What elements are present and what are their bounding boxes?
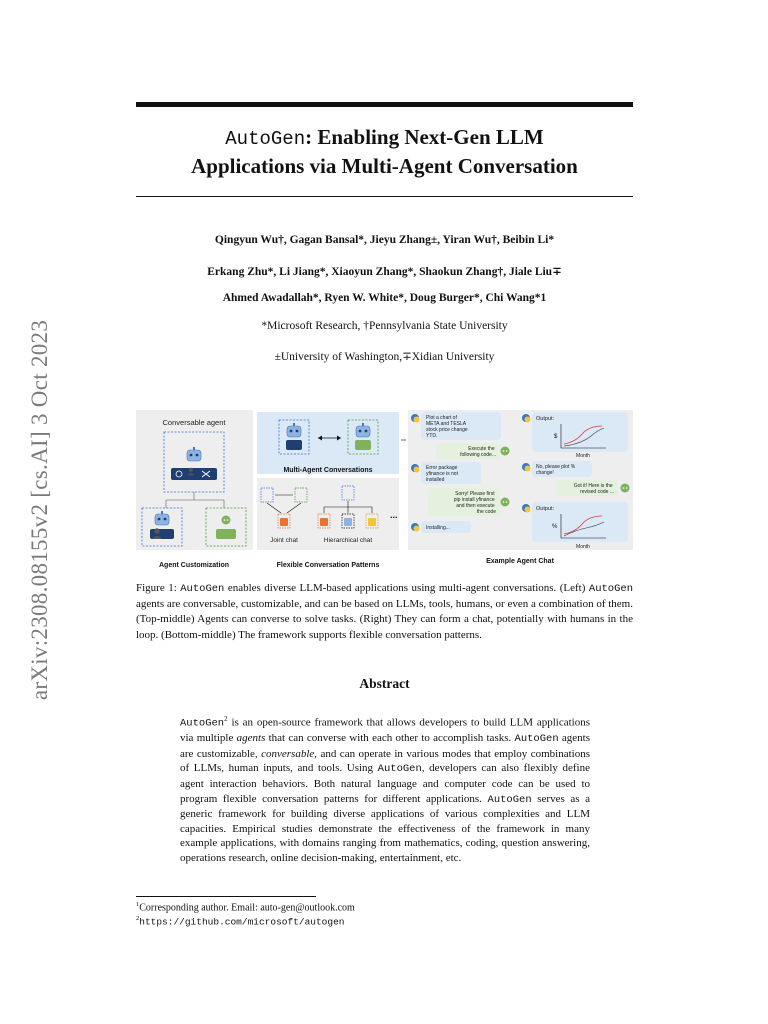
chat-msg-7-text: Got it! Here is the revised code ... — [573, 483, 614, 495]
example-agent-chat-label: Example Agent Chat — [486, 558, 554, 565]
figure-1 — [136, 410, 633, 570]
conversable-agent-label: Conversable agent — [162, 418, 226, 427]
title-autogen: AutoGen — [225, 128, 306, 150]
hier-child-3-icon — [368, 518, 376, 526]
output-1-xlabel: Month — [576, 453, 590, 459]
output-1-label: Output: — [536, 416, 555, 422]
more-patterns-ellipsis: ... — [390, 510, 398, 520]
github-link[interactable]: https://github.com/microsoft/autogen — [139, 916, 345, 928]
authors-line-3: Ahmed Awadallah*, Ryen W. White*, Doug Burger*, Chi Wang*1 — [222, 292, 547, 304]
chat-msg-3-text: Error package yfinance is not installed — [426, 465, 458, 483]
affiliation-line-1: *Microsoft Research, †Pennsylvania State University — [261, 320, 508, 332]
authors-line-2: Erkang Zhu*, Li Jiang*, Xiaoyun Zhang*, Shaokun Zhang†, Jiale Liu∓ — [207, 266, 562, 278]
chat-msg-5-text: Installing... — [426, 525, 450, 531]
agent-variant-2-bar — [216, 529, 236, 539]
footnote-ref-2: 2 — [224, 715, 228, 723]
multi-agent-conversations-label: Multi-Agent Conversations — [283, 467, 373, 474]
ma-agent-2-bar — [355, 440, 371, 450]
assistant-avatar-3 — [621, 484, 630, 493]
output-2-label: Output: — [536, 506, 555, 512]
flexible-patterns-label: Flexible Conversation Patterns — [276, 562, 380, 569]
output-2-ylabel: % — [552, 524, 558, 530]
chat-msg-2-text: Execute the following code... — [460, 446, 496, 458]
output-2-xlabel: Month — [576, 544, 590, 550]
hier-child-2-icon — [344, 518, 352, 526]
title-line1: : Enabling Next-Gen LLM — [305, 125, 544, 149]
arxiv-id: arXiv:2308.08155v2 [cs.AI] 3 Oct 2023 — [27, 319, 52, 701]
figure-caption: Figure 1: AutoGen enables diverse LLM-based applications using multi-agent conversations. (Left) AutoGen agents are conversable, customizable, and can be based on LLMs, tools, humans, or even a combination of them. (Top-middle) Agents can converse to solve tasks. (Right) They can form a chat, potentially with humans in the loop. (Bottom-middle) The framework supports flexible conversation patterns. — [136, 582, 633, 641]
footnote-rule — [136, 896, 316, 897]
joint-agent-3-icon — [280, 518, 288, 526]
hierarchical-chat-label: Hierarchical chat — [323, 537, 373, 544]
chat-msg-4-text: Sorry! Please first pip install yfinance and then execute the code — [453, 491, 496, 515]
title-rule-top — [136, 102, 633, 107]
hier-child-1-icon — [320, 518, 328, 526]
capability-bar — [171, 468, 217, 480]
authors-line-1: Qingyun Wu†, Gagan Bansal*, Jieyu Zhang±, Yiran Wu†, Beibin Li* — [214, 234, 555, 246]
joint-chat-label: Joint chat — [270, 537, 298, 544]
arxiv-stamp — [20, 290, 60, 730]
paper-title — [136, 124, 633, 180]
output-1-ylabel: $ — [554, 434, 558, 440]
chat-msg-6-text: No, please plot % change! — [536, 464, 576, 476]
title-rule-bottom — [136, 196, 633, 197]
abstract-heading: Abstract — [359, 676, 410, 691]
footnote-1: $^1$Corresponding author. Email: auto-gen@outlook.com — [136, 901, 355, 914]
footnote-2[interactable]: $^2$https://github.com/microsoft/autogen — [136, 915, 345, 928]
assistant-avatar-2 — [501, 498, 510, 507]
assistant-avatar-1 — [501, 447, 510, 456]
title-line2: Applications via Multi-Agent Conversation — [191, 154, 578, 178]
agent-customization-label: Agent Customization — [159, 562, 229, 569]
abstract-body: AutoGen$^2$ is an open-source framework that allows developers to build LLM applications via multiple agents that can converse with each other to accomplish tasks. AutoGen agents are customizable, conversable, and can operate in various modes that employ combinations of LLMs, human inputs, and tools. Using AutoGen, developers can also flexibly define agent interaction behaviors. Both natural language and computer code can be used to program flexible conversation patterns for different applications. AutoGen serves as a generic framework for building diverse applications of various complexities and LLM capacities. Empirical studies demonstrate the effectiveness of the framework in many example applications, with domains ranging from mathematics, coding, question answering, operations research, online decision-making, entertainment, etc. — [180, 715, 591, 864]
ma-agent-1-bar — [286, 440, 302, 450]
affiliation-line-2: ±University of Washington,∓Xidian University — [274, 351, 495, 363]
chat-msg-1-text: Plot a chart of META and TESLA stock price change YTD. — [426, 415, 468, 439]
agent-variant-2-bot-icon — [222, 516, 231, 525]
